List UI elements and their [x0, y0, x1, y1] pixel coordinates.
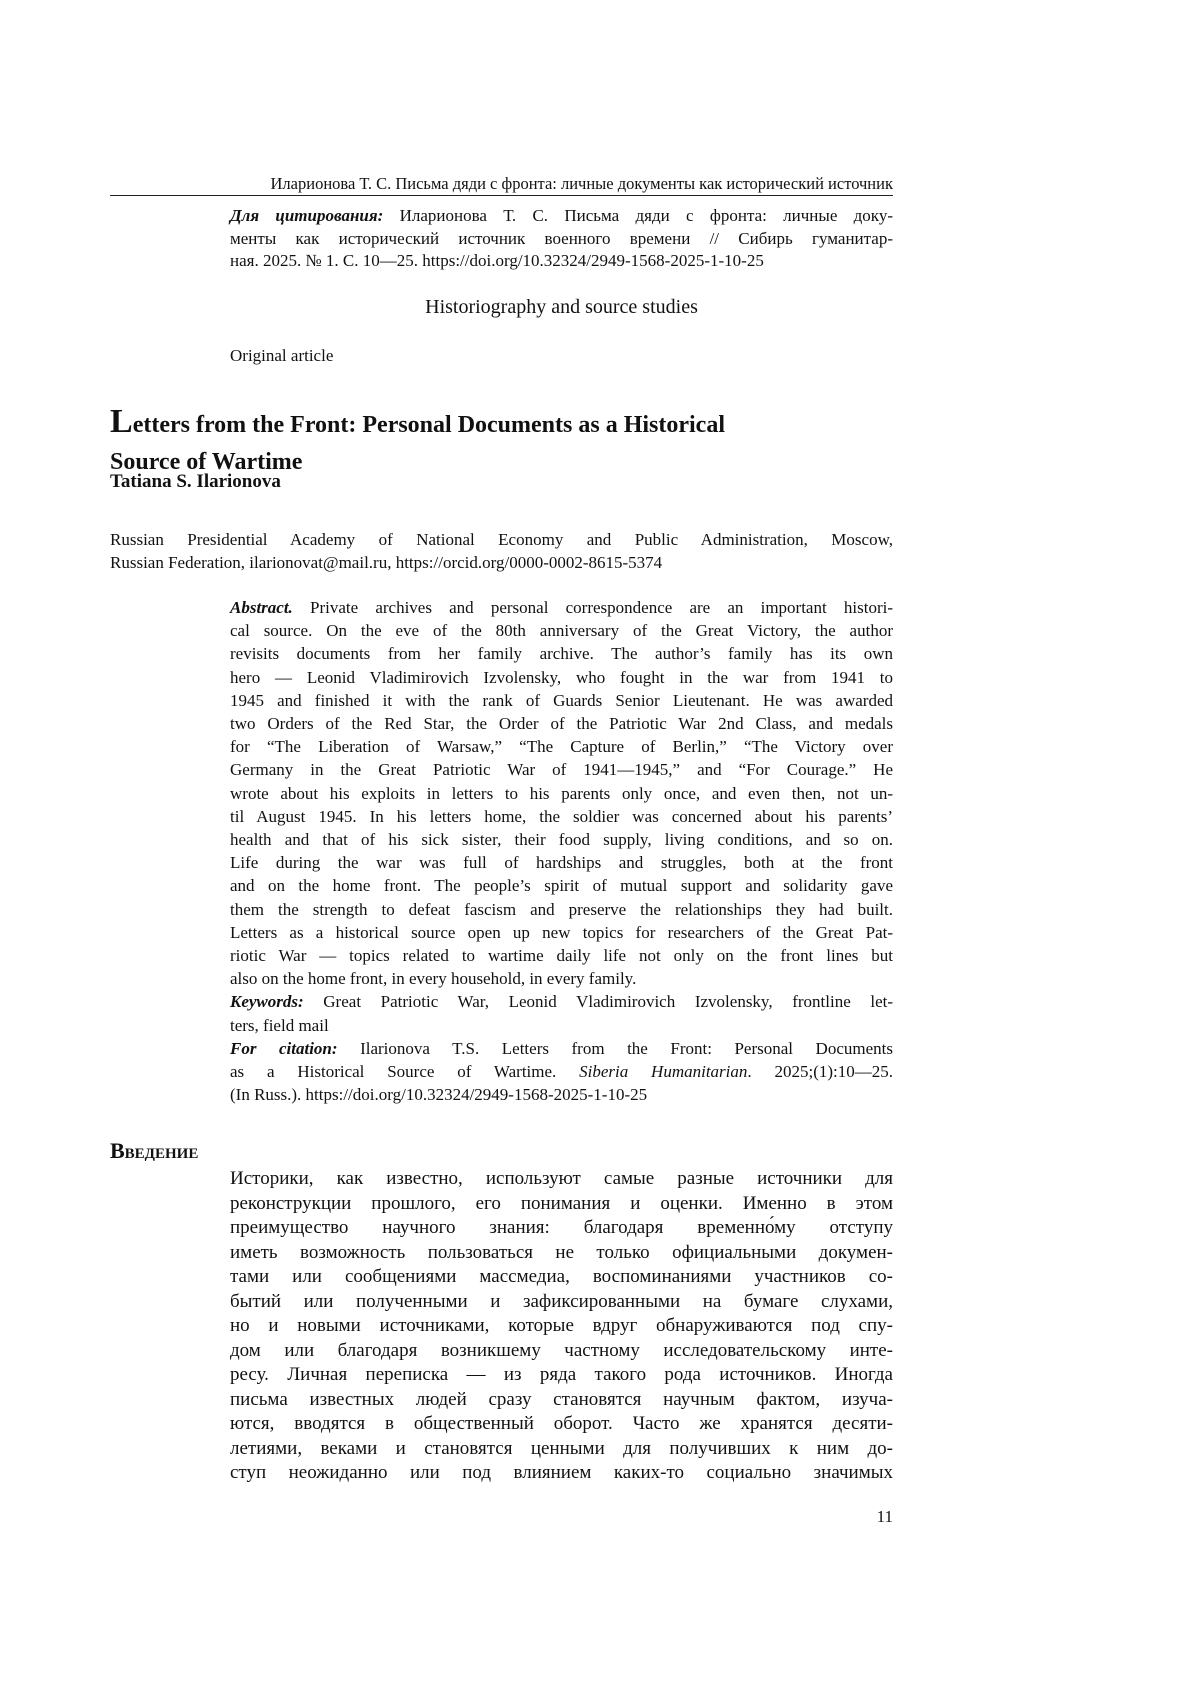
text-run: wrote about his exploits in letters to his parents only once, and even then, not un-: [230, 783, 893, 803]
text-run: иметь возможность пользоваться не только официальными докумен-: [230, 1241, 893, 1263]
article-title: [110, 403, 870, 481]
intro-body: [230, 1167, 893, 1486]
text-run: Great Patriotic War, Leonid Vladimirovich Izvolensky, frontline let-: [303, 992, 893, 1012]
text-line: [230, 944, 893, 967]
text-line: [230, 805, 893, 828]
text-run: cal source. On the eve of the 80th anniversary of the Great Victory, the author: [230, 621, 893, 641]
text-line: [230, 874, 893, 897]
title-line-1: etters from the Front: Personal Documents as a Historical: [132, 412, 725, 438]
text-line: [230, 1412, 893, 1437]
text-run: health and that of his sick sister, their food supply, living conditions, and so on.: [230, 830, 893, 850]
text-run: ресу. Личная переписка — из ряда такого рода источников. Иногда: [230, 1364, 893, 1385]
text-run: . 2025;(1):10—25.: [747, 1062, 893, 1082]
text-run: ступ неожиданно или под влиянием каких-то социально значимых: [230, 1462, 893, 1483]
text-run: revisits documents from her family archive. The author’s family has its own: [230, 644, 893, 664]
text-line: [230, 967, 893, 990]
title-initial: L: [110, 403, 133, 440]
text-line: [230, 642, 893, 665]
text-line: [230, 1037, 893, 1060]
text-run: Germany in the Great Patriotic War of 1941—1945,” and “For Courage.” He: [230, 760, 893, 780]
text-line: [230, 921, 893, 944]
author-name: Tatiana S. Ilarionova: [110, 471, 281, 492]
text-run: письма известных людей сразу становятся научным фактом, изуча-: [230, 1388, 893, 1410]
text-line: [230, 1192, 893, 1217]
text-run: летиями, веками и становятся ценными для получивших к ним до-: [230, 1437, 893, 1459]
text-line: [230, 1216, 893, 1241]
title-line-2: Source of Wartime: [110, 449, 303, 475]
text-line: [230, 990, 893, 1013]
text-run: тами или сообщениями массмедиа, воспоминаниями участников со-: [230, 1266, 893, 1287]
text-line: [230, 666, 893, 689]
text-run: Letters as a historical source open up new topics for researchers of the Great Pat-: [230, 922, 893, 942]
text-line: [230, 228, 893, 251]
text-line: [230, 689, 893, 712]
text-run: riotic War — topics related to wartime daily life not only on the front lines but: [230, 946, 893, 966]
lead-label: For citation:: [230, 1038, 338, 1058]
article-type: Original article: [230, 346, 334, 365]
text-line: [230, 1060, 893, 1083]
text-line: [230, 1290, 893, 1315]
text-run: til August 1945. In his letters home, the soldier was concerned about his parents’: [230, 806, 893, 826]
text-run: hero — Leonid Vladimirovich Izvolensky, who fought in the war from 1941 to: [230, 667, 893, 687]
text-run: Russian Federation, ilarionovat@mail.ru, https://orcid.org/0000-0002-8615-5374: [110, 553, 663, 572]
citation-russian: [230, 205, 893, 273]
text-line: [230, 758, 893, 781]
text-run: дом или благодаря возникшему частному исследовательскому инте-: [230, 1339, 893, 1361]
text-run: бытий или полученными и зафиксированными на бумаге слухами,: [230, 1290, 893, 1312]
text-line: [230, 1241, 893, 1266]
text-run: Иларионова Т. С. Письма дяди с фронта: личные доку-: [383, 206, 893, 225]
lead-label: Для цитирования:: [230, 206, 384, 225]
text-line: [230, 851, 893, 874]
text-line: [230, 712, 893, 735]
text-line: [230, 782, 893, 805]
running-header: Иларионова Т. С. Письма дяди с фронта: личные документы как исторический источник: [270, 174, 893, 193]
lead-label: Keywords:: [230, 992, 304, 1012]
abstract: [230, 596, 893, 1106]
text-line: [230, 1437, 893, 1462]
text-line: [230, 1083, 893, 1106]
text-line: [230, 898, 893, 921]
text-run: Историки, как известно, используют самые разные источники для: [230, 1168, 893, 1189]
text-run: 1945 and finished it with the rank of Guards Senior Lieutenant. He was awarded: [230, 690, 893, 710]
text-line: [230, 1167, 893, 1192]
header-rule: [110, 195, 893, 196]
page-number: 11: [876, 1507, 893, 1526]
text-run: Ilarionova T.S. Letters from the Front: Personal Documents: [337, 1038, 893, 1058]
text-run: реконструкции прошлого, его понимания и оценки. Именно в этом: [230, 1192, 893, 1214]
text-run: ная. 2025. № 1. С. 10—25. https://doi.org/10.32324/2949-1568-2025-1-10-25: [230, 251, 764, 270]
text-line: [230, 1461, 893, 1486]
text-run: and on the home front. The people’s spirit of mutual support and solidarity gave: [230, 876, 893, 896]
intro-heading: Введение: [110, 1138, 199, 1163]
text-run: ются, вводятся в общественный оборот. Часто же хранятся десяти-: [230, 1413, 893, 1434]
section-title: Historiography and source studies: [425, 296, 698, 318]
text-run: (In Russ.). https://doi.org/10.32324/2949-1568-2025-1-10-25: [230, 1085, 648, 1105]
text-run: менты как исторический источник военного времени // Сибирь гуманитар-: [230, 228, 893, 248]
journal-name: Siberia Humanitarian: [579, 1062, 748, 1082]
text-line: [230, 1265, 893, 1290]
text-line: [230, 596, 893, 619]
text-line: [230, 1014, 893, 1037]
text-run: Life during the war was full of hardships and struggles, both at the front: [230, 853, 893, 873]
text-run: но и новыми источниками, которые вдруг обнаруживаются под спу-: [230, 1315, 893, 1336]
text-run: Russian Presidential Academy of National Economy and Public Administration, Moscow,: [110, 530, 893, 549]
text-run: also on the home front, in every household, in every family.: [230, 969, 637, 989]
text-line: [230, 205, 893, 228]
text-line: [230, 735, 893, 758]
text-line: [230, 619, 893, 642]
lead-label: Abstract.: [230, 598, 293, 617]
text-run: them the strength to defeat fascism and preserve the relationships they had built.: [230, 899, 893, 919]
text-line: [230, 1314, 893, 1339]
text-line: [230, 1388, 893, 1413]
text-run: ters, field mail: [230, 1015, 329, 1035]
text-run: преимущество научного знания: благодаря временно́му отступу: [230, 1217, 893, 1238]
text-run: two Orders of the Red Star, the Order of the Patriotic War 2nd Class, and medals: [230, 714, 893, 734]
text-line: [110, 551, 893, 574]
text-line: [230, 1339, 893, 1364]
text-run: for “The Liberation of Warsaw,” “The Capture of Berlin,” “The Victory over: [230, 737, 893, 757]
text-line: [230, 1363, 893, 1388]
text-run: Private archives and personal correspondence are an important histori-: [292, 598, 893, 617]
text-line: [230, 250, 893, 273]
text-line: [110, 528, 893, 551]
author-affiliation: [110, 528, 893, 574]
text-run: as a Historical Source of Wartime.: [230, 1062, 580, 1082]
text-line: [230, 828, 893, 851]
